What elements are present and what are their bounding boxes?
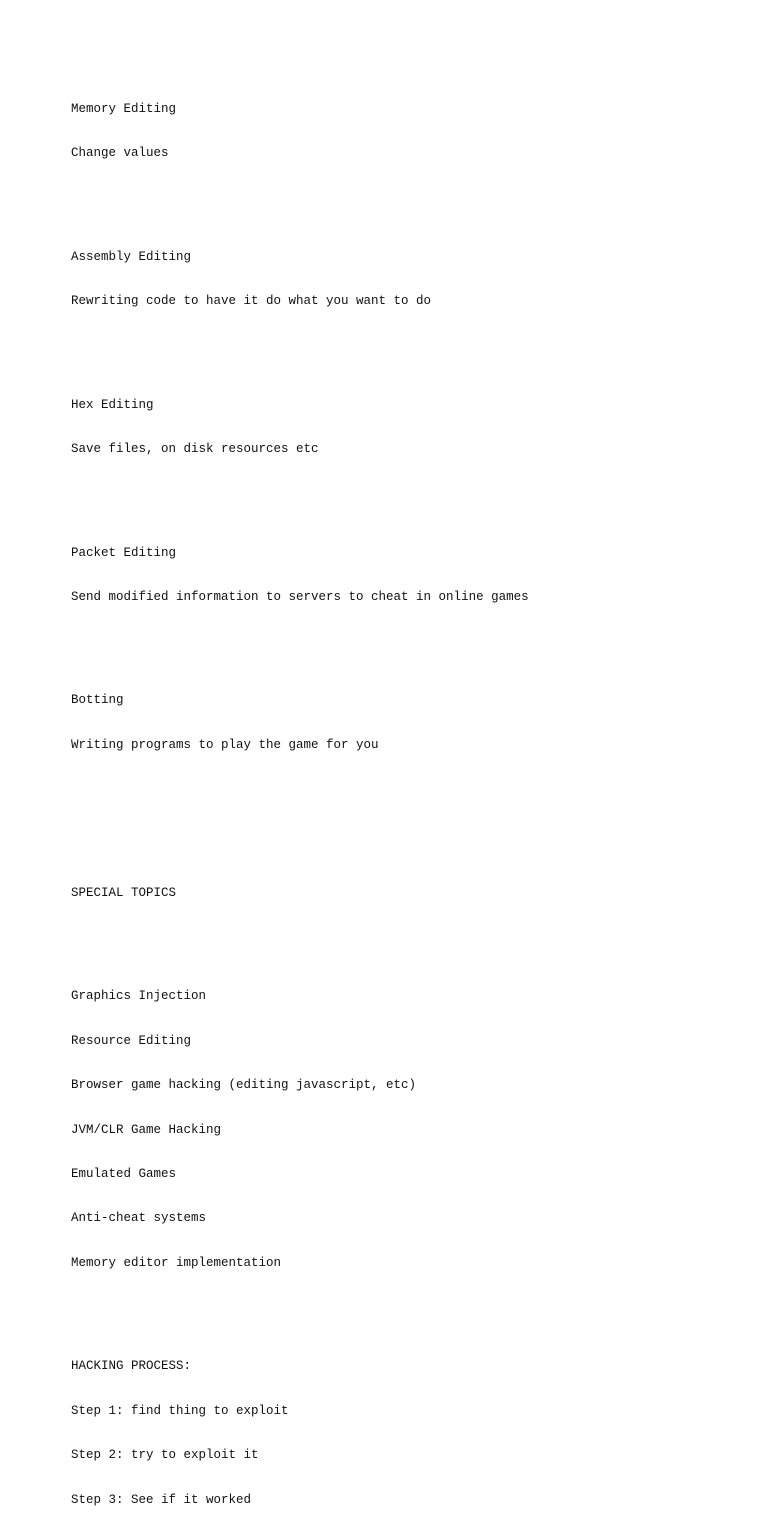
special-topic-item: JVM/CLR Game Hacking <box>71 1122 222 1137</box>
special-topic-item: Browser game hacking (editing javascript, etc) <box>71 1078 417 1093</box>
section-title: Packet Editing <box>71 545 177 560</box>
hacking-process-step: Step 1: find thing to exploit <box>71 1403 289 1418</box>
blank-line <box>71 634 751 649</box>
blank-line <box>71 190 751 205</box>
special-topic-item: Resource Editing <box>71 1033 192 1048</box>
section-description: Writing programs to play the game for you <box>71 737 379 752</box>
special-topic-item: Graphics Injection <box>71 989 207 1004</box>
section-description: Send modified information to servers to cheat in online games <box>71 589 529 604</box>
special-topic-item: Emulated Games <box>71 1166 177 1181</box>
special-topic-item: Memory editor implementation <box>71 1255 282 1270</box>
hacking-process-step: Step 2: try to exploit it <box>71 1448 259 1463</box>
blank-space <box>71 782 751 841</box>
section-title: Memory Editing <box>71 101 177 116</box>
hacking-process-step: Step 3: See if it worked <box>71 1492 252 1507</box>
blank-line <box>71 930 751 945</box>
blank-line <box>71 338 751 353</box>
section-description: Rewriting code to have it do what you want to do <box>71 293 432 308</box>
section-title: Hex Editing <box>71 397 154 412</box>
special-topic-item: Anti-cheat systems <box>71 1211 207 1226</box>
section-description: Change values <box>71 145 169 160</box>
hacking-process-heading: HACKING PROCESS: <box>71 1359 192 1374</box>
blank-line <box>71 1300 751 1315</box>
blank-line <box>71 486 751 501</box>
section-title: Assembly Editing <box>71 249 192 264</box>
section-title: Botting <box>71 693 124 708</box>
document-body <box>71 72 751 1522</box>
section-description: Save files, on disk resources etc <box>71 441 319 456</box>
special-topics-heading: SPECIAL TOPICS <box>71 885 177 900</box>
